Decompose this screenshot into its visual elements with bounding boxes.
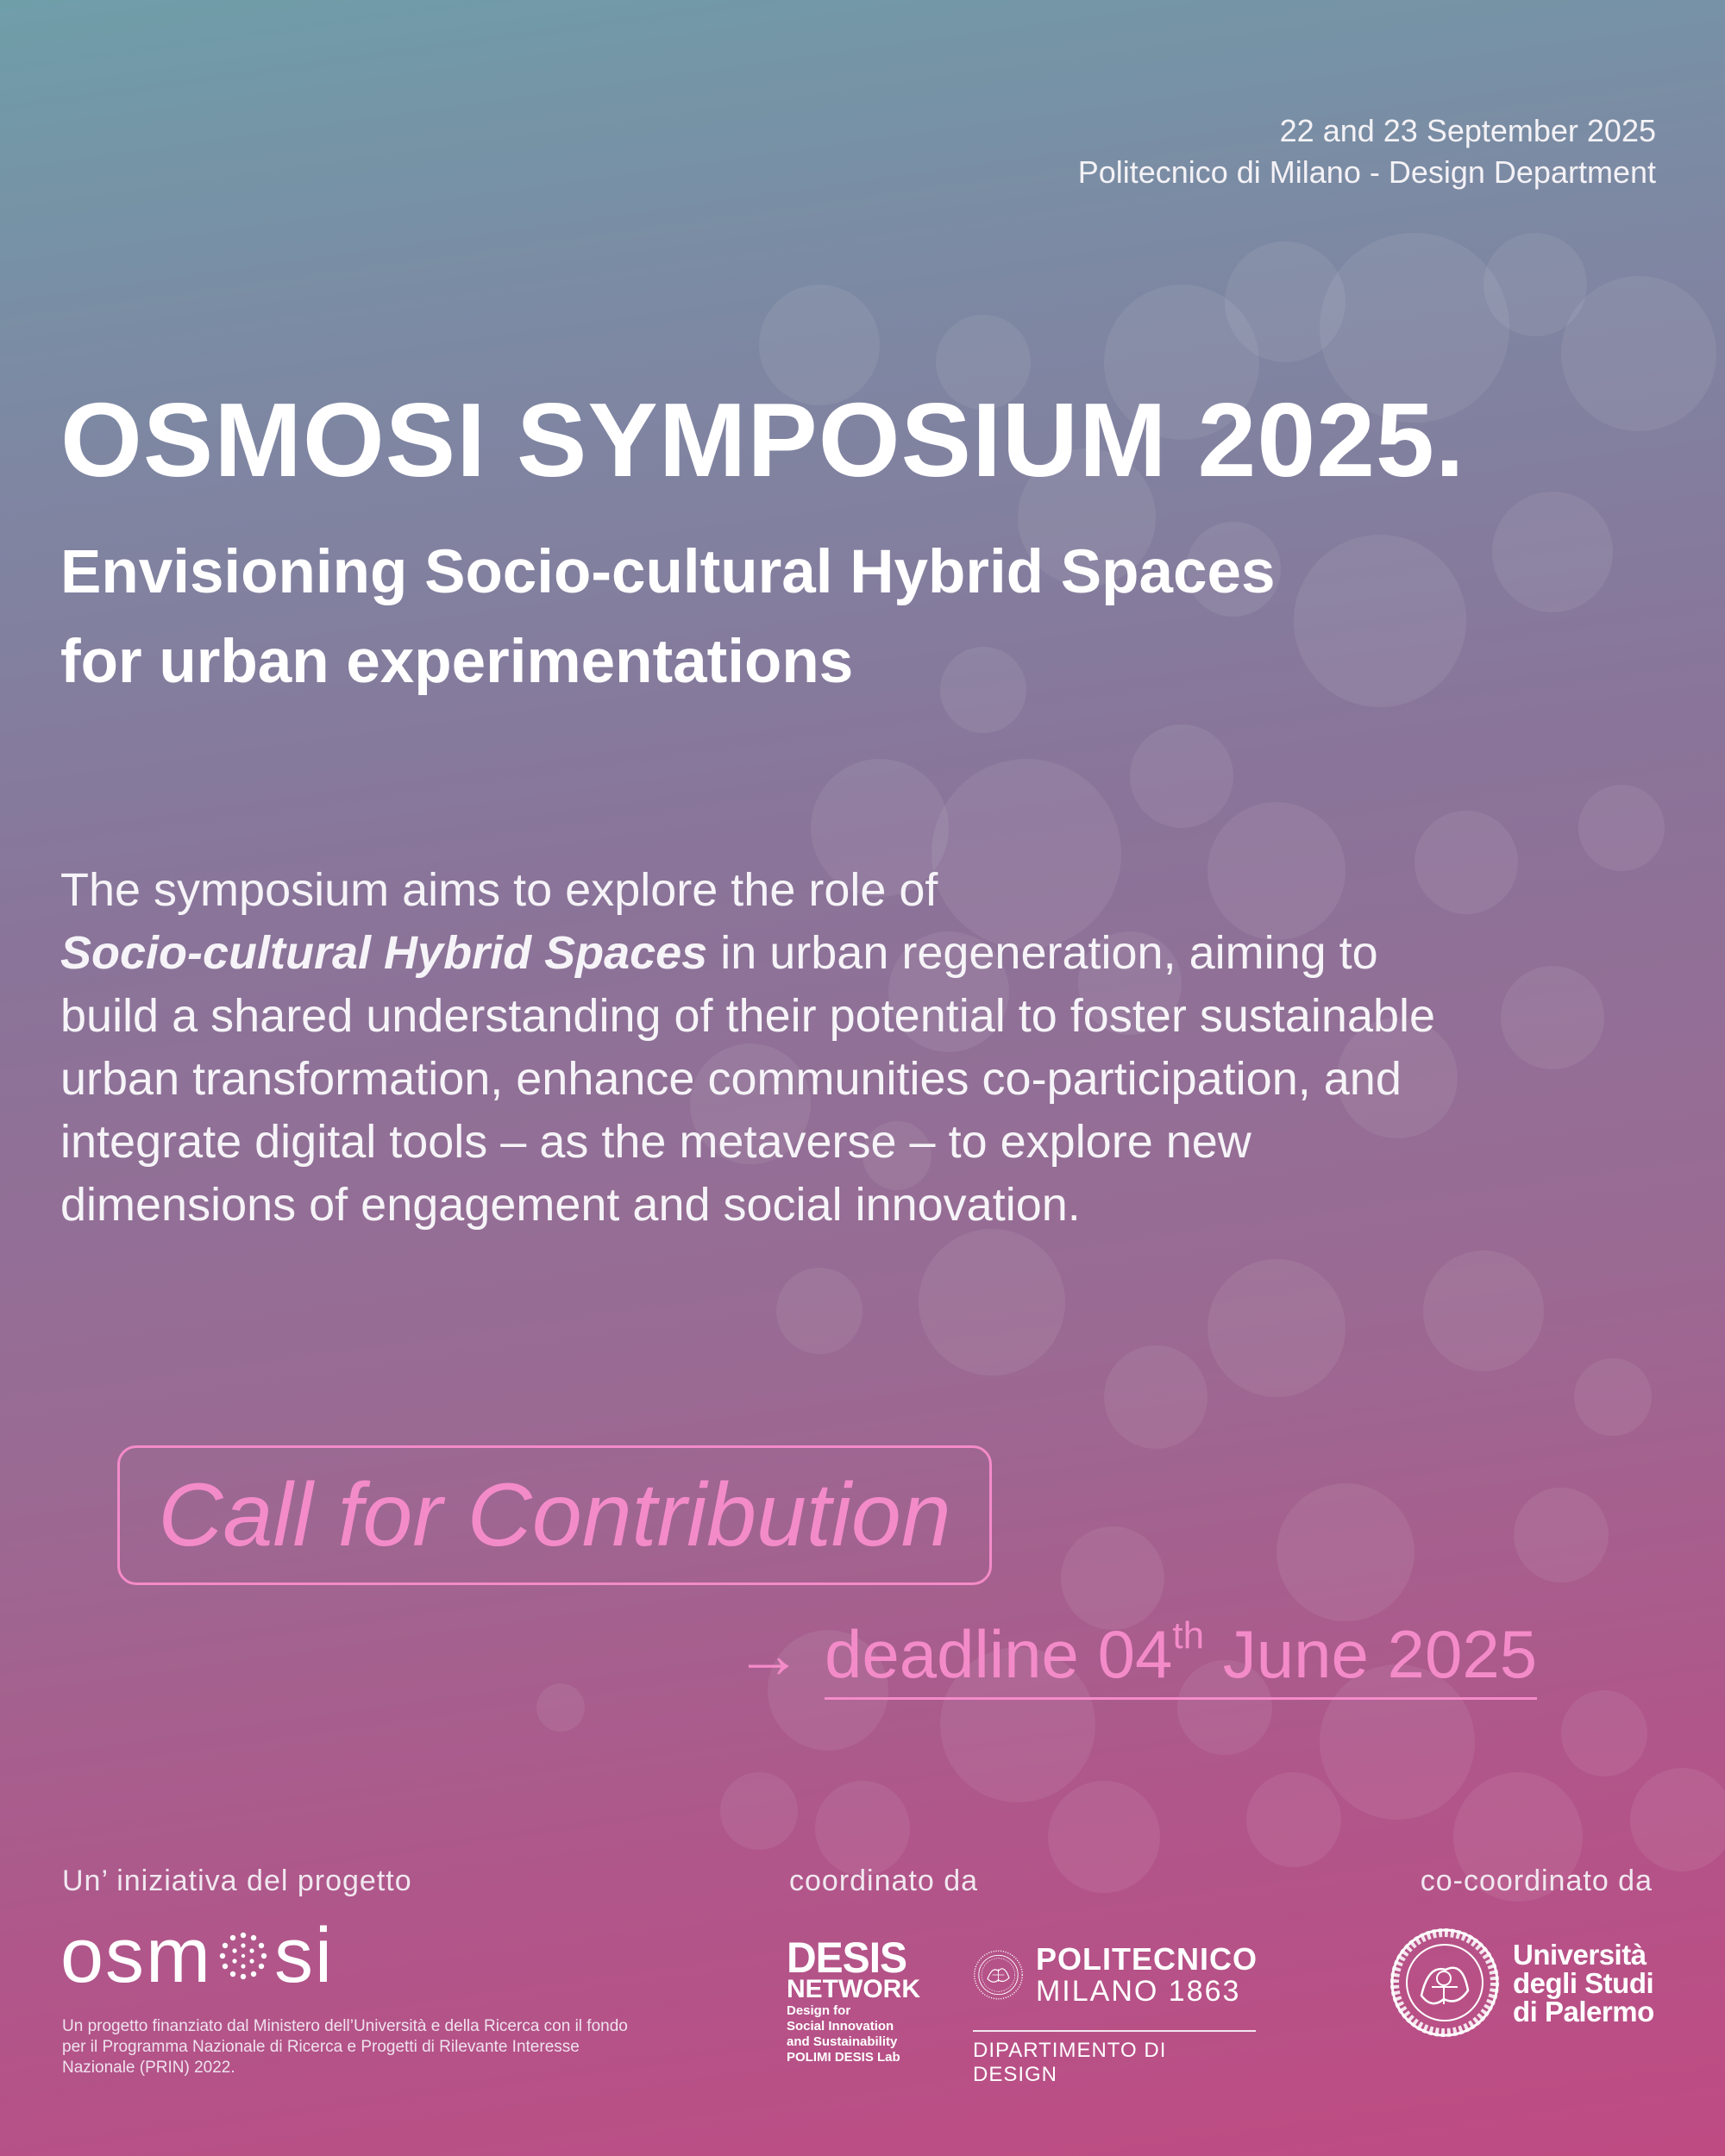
unipa-name-line-1: Università xyxy=(1513,1938,1647,1971)
unipa-name-line-2: degli Studi xyxy=(1513,1966,1654,1999)
universita-palermo-logo[interactable] xyxy=(1389,1927,1654,2039)
polimi-department: DIPARTIMENTO DI DESIGN xyxy=(973,2039,1167,2086)
deadline-prefix: deadline 04 xyxy=(825,1616,1173,1692)
symposium-title: OSMOSI SYMPOSIUM 2025. xyxy=(60,381,1465,498)
unipa-seal-icon xyxy=(1389,1927,1501,2039)
subtitle-line-1: Envisioning Socio-cultural Hybrid Spaces xyxy=(60,538,1276,606)
deadline-ordinal: th xyxy=(1172,1614,1205,1657)
polimi-name-line-2: MILANO 1863 xyxy=(1035,1975,1241,2009)
initiative-label: Un’ iniziativa del progetto xyxy=(62,1865,412,1897)
unipa-name-line-3: di Palermo xyxy=(1513,1995,1654,2028)
deadline[interactable] xyxy=(735,1611,1537,1697)
desis-network-logo[interactable] xyxy=(787,1934,920,2065)
desis-line-5: and Sustainability xyxy=(787,2034,898,2049)
desis-line-3: Design for xyxy=(787,2003,851,2018)
desis-line-4: Social Innovation xyxy=(787,2019,894,2034)
politecnico-milano-logo[interactable] xyxy=(973,1930,1258,2087)
osmosi-logo-text-1: osm xyxy=(60,1912,213,1999)
arrow-right-icon: → xyxy=(735,1616,802,1692)
funding-note: Un progetto finanziato dal Ministero dell’Università e della Ricerca con il fondo per il Programma Nazionale di Ricerca e Progetti di Rilevante Interesse Nazionale (PRIN) 2022. xyxy=(62,2017,628,2077)
dotted-circle-icon xyxy=(216,1928,271,1984)
call-for-contribution-box[interactable] xyxy=(117,1445,992,1585)
cocoordinated-label: co-coordinato da xyxy=(1420,1865,1653,1897)
description-intro: The symposium aims to explore the role of xyxy=(60,864,938,916)
event-venue: Politecnico di Milano - Design Department xyxy=(1077,154,1656,190)
osmosi-logo[interactable] xyxy=(60,1913,334,1999)
symposium-subtitle xyxy=(60,528,1630,707)
polimi-name-line-1: POLITECNICO xyxy=(1035,1940,1258,1977)
deadline-suffix: June 2025 xyxy=(1204,1616,1538,1692)
desis-line-6: POLIMI DESIS Lab xyxy=(787,2050,900,2065)
deadline-text xyxy=(825,1616,1537,1700)
event-info xyxy=(1078,110,1656,193)
desis-line-1: DESIS xyxy=(787,1934,907,1983)
symposium-description xyxy=(60,859,1458,1237)
description-body: in urban regeneration, aiming to build a shared understanding of their potential to foster sustainable urban transformation, enhance communities co-participation, and integrate digital tools – as the metaverse – to explore new dimensions of engagement and social innovation. xyxy=(60,927,1436,1231)
osmosi-logo-text-2: si xyxy=(274,1912,335,1999)
subtitle-line-2: for urban experimentations xyxy=(60,628,854,696)
call-for-contribution-label: Call for Contribution xyxy=(158,1464,951,1565)
polimi-divider xyxy=(973,2030,1256,2032)
coordinated-label: coordinato da xyxy=(789,1865,979,1897)
desis-line-2: NETWORK xyxy=(787,1975,920,2003)
description-emphasis: Socio-cultural Hybrid Spaces xyxy=(60,927,708,979)
event-dates: 22 and 23 September 2025 xyxy=(1279,113,1656,148)
polimi-seal-icon xyxy=(973,1930,1024,2020)
